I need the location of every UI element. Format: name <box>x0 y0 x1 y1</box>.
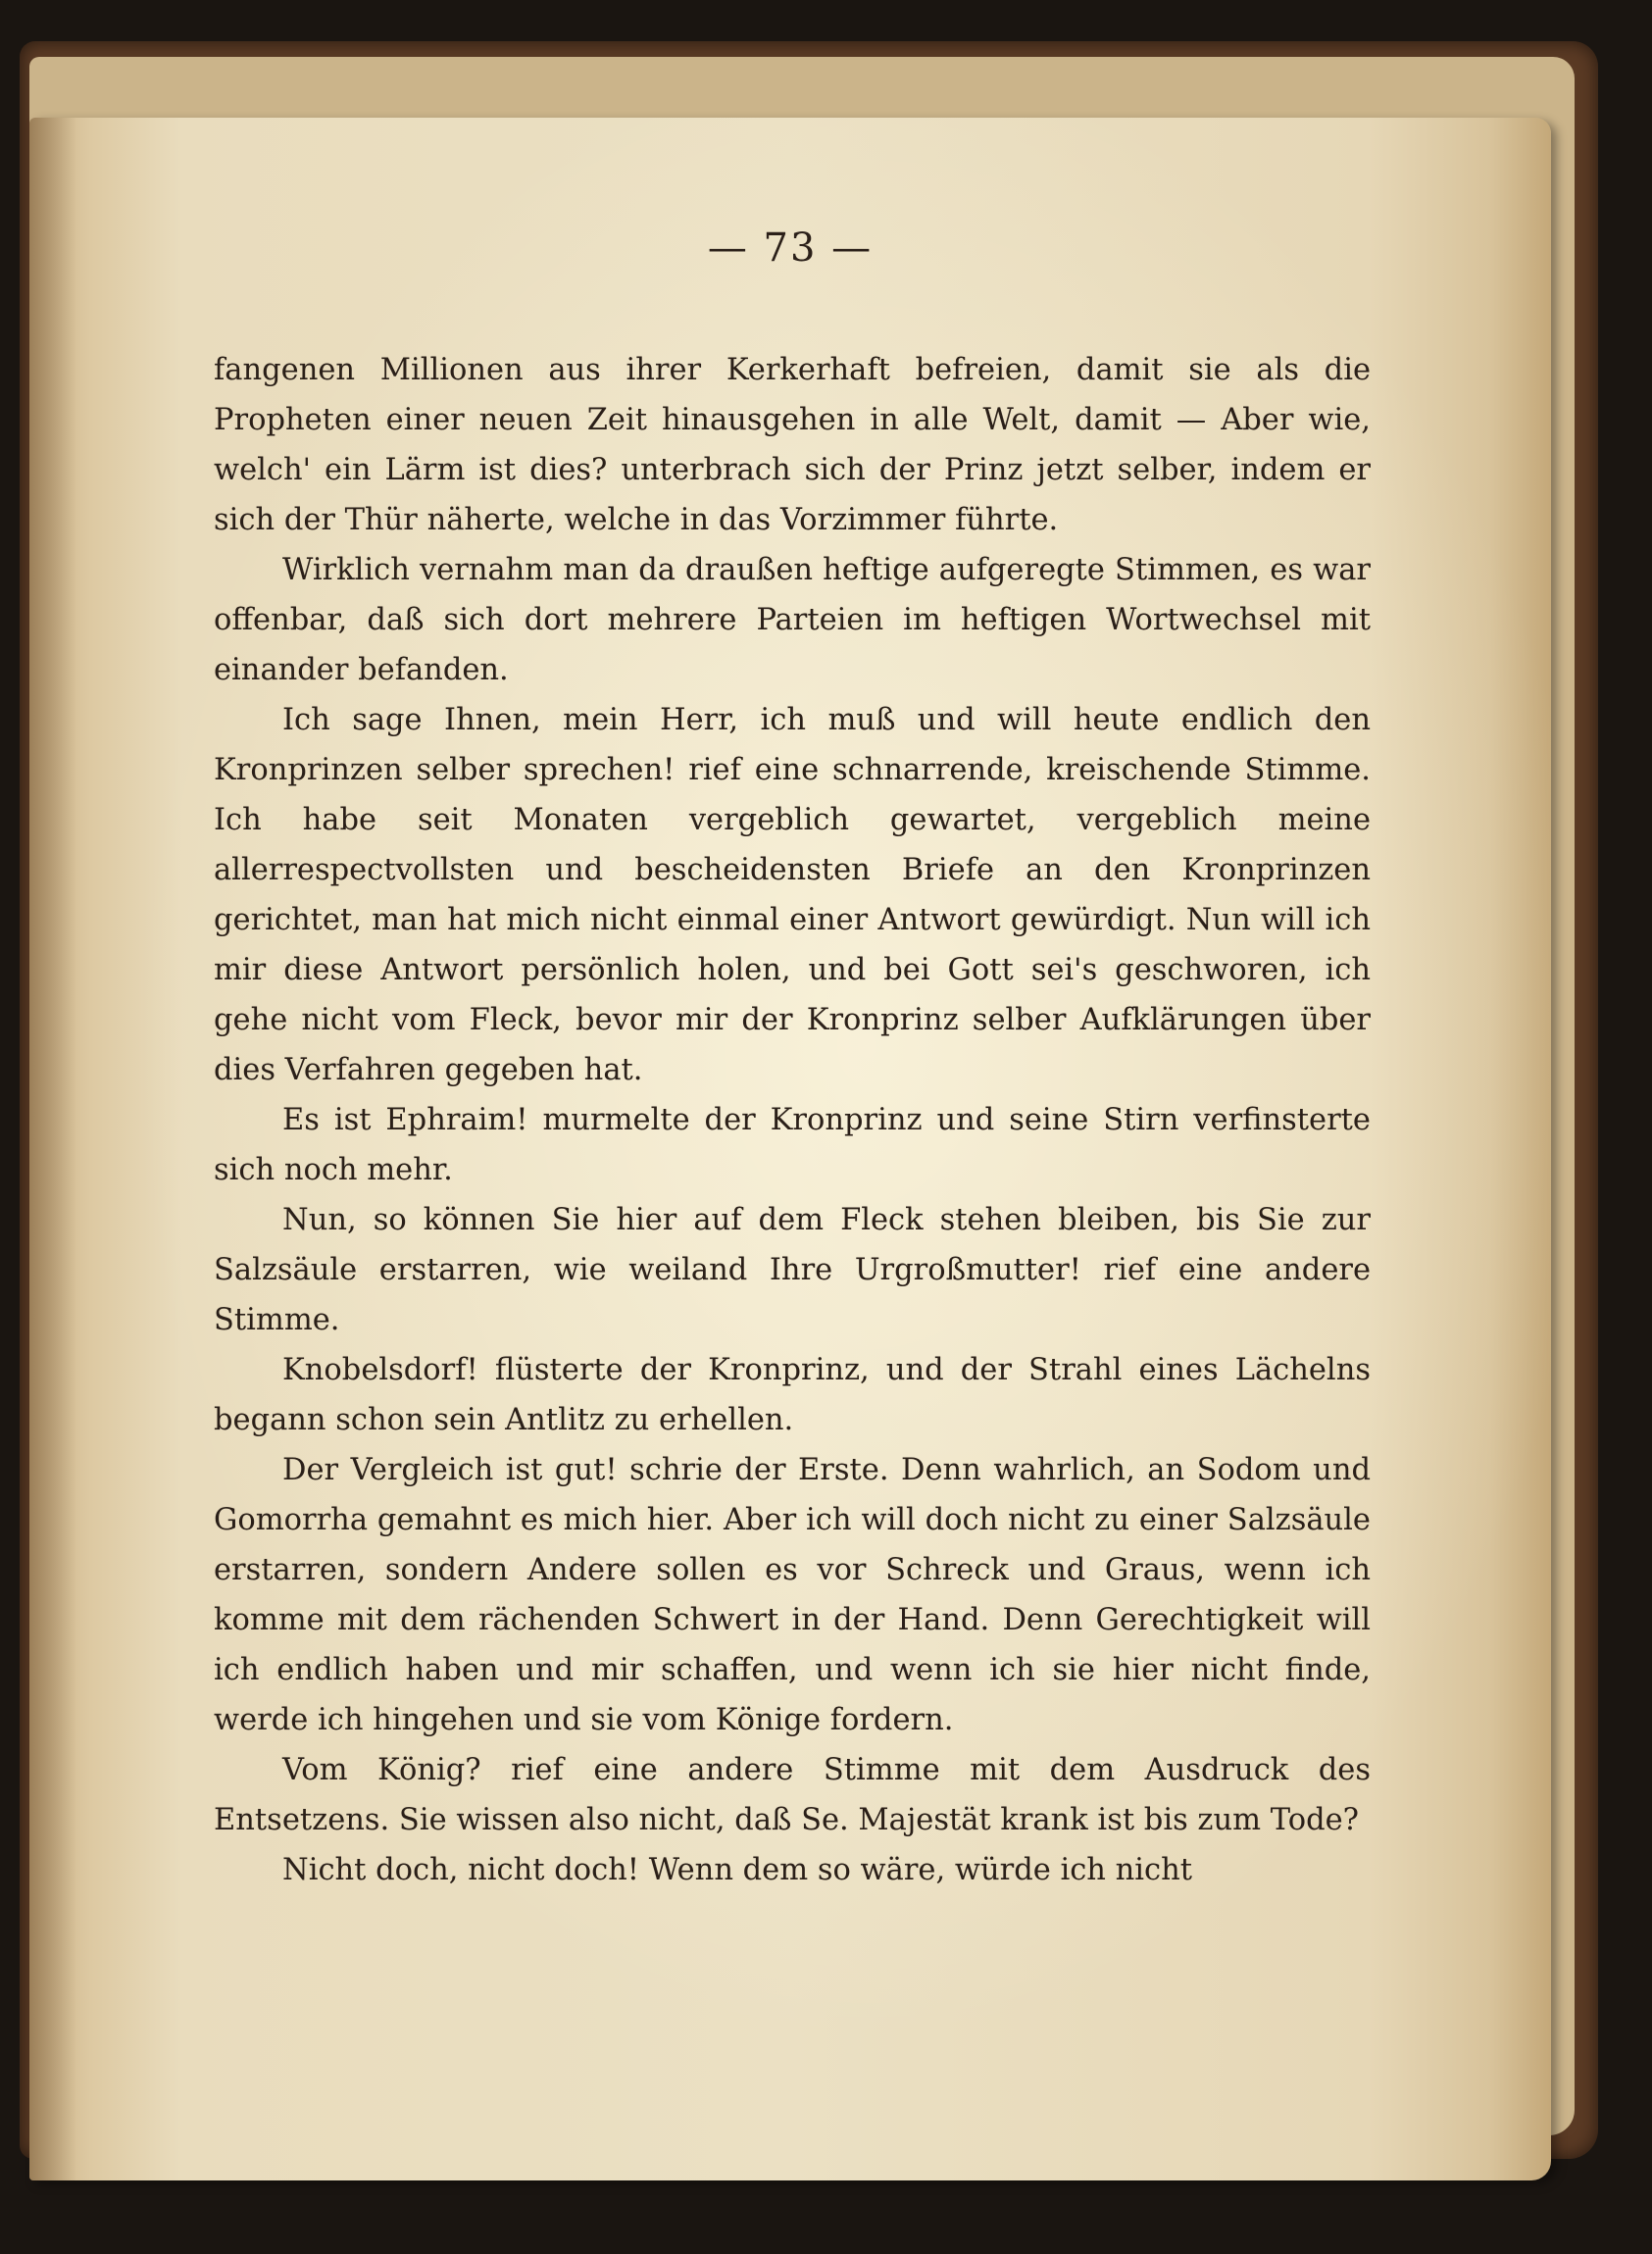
book-page <box>29 118 1551 2180</box>
page-text <box>214 345 1371 1895</box>
paragraph: Ich sage Ihnen, mein Herr, ich muß und will heute endlich den Kronprinzen selber sprechen! rief eine schnarrende, kreischende Stimme. Ich habe seit Monaten vergeblich gewartet, vergeblich meine allerrespectvollsten und bescheidensten Briefe an den Kronprinzen gerichtet, man hat mich nicht einmal einer Antwort gewürdigt. Nun will ich mir diese Antwort persönlich holen, und bei Gott sei's geschworen, ich gehe nicht vom Fleck, bevor mir der Kronprinz selber Aufklärungen über dies Verfahren gegeben hat. <box>214 703 1371 1087</box>
paragraph: Nun, so können Sie hier auf dem Fleck stehen bleiben, bis Sie zur Salzsäule erstarren, wie weiland Ihre Urgroßmutter! rief eine andere Stimme. <box>214 1203 1371 1337</box>
paragraph: Der Vergleich ist gut! schrie der Erste. Denn wahrlich, an Sodom und Gomorrha gemahnt es mich hier. Aber ich will doch nicht zu einer Salzsäule erstarren, sondern Andere sollen es vor Schreck und Graus, wenn ich komme mit dem rächenden Schwert in der Hand. Denn Gerechtigkeit will ich endlich haben und mir schaffen, und wenn ich sie hier nicht finde, werde ich hingehen und sie vom Könige fordern. <box>214 1453 1371 1737</box>
page-stack <box>29 57 1575 2135</box>
paragraph: Vom König? rief eine andere Stimme mit dem Ausdruck des Entsetzens. Sie wissen also nicht, daß Se. Majestät krank ist bis zum Tode? <box>214 1753 1371 1837</box>
page-gutter <box>29 118 76 2180</box>
paragraph: Es ist Ephraim! murmelte der Kronprinz und seine Stirn verfinsterte sich noch mehr. <box>214 1103 1371 1187</box>
page-number: — 73 — <box>707 225 874 271</box>
paragraph: Nicht doch, nicht doch! Wenn dem so wäre, würde ich nicht <box>282 1853 1193 1887</box>
paragraph: Knobelsdorf! flüsterte der Kronprinz, und der Strahl eines Lächelns begann schon sein Antlitz zu erhellen. <box>214 1353 1371 1437</box>
paragraph: fangenen Millionen aus ihrer Kerkerhaft befreien, damit sie als die Propheten einer neuen Zeit hinausgehen in alle Welt, damit — Aber wie, welch' ein Lärm ist dies? unterbrach sich der Prinz jetzt selber, indem er sich der Thür näherte, welche in das Vorzimmer führte. <box>214 353 1371 537</box>
paragraph: Wirklich vernahm man da draußen heftige aufgeregte Stimmen, es war offenbar, daß sich dort mehrere Parteien im heftigen Wortwechsel mit einander befanden. <box>214 553 1371 687</box>
